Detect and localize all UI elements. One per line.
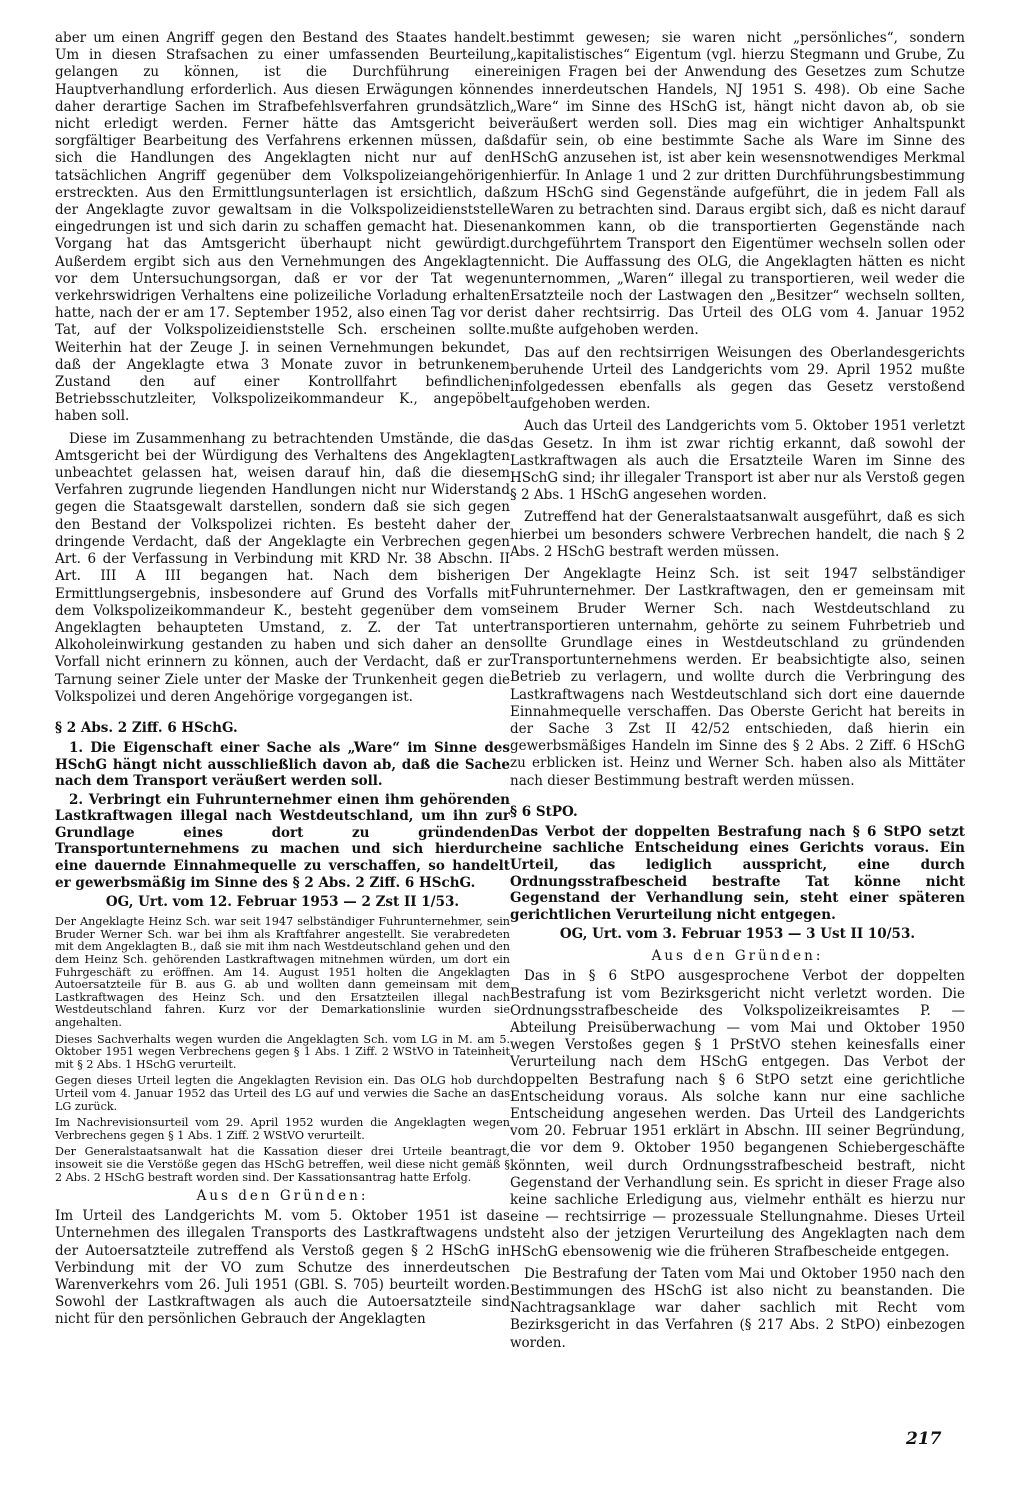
section-heading: § 2 Abs. 2 Ziff. 6 HSchG. xyxy=(55,719,238,736)
right-column xyxy=(510,30,965,1357)
paragraph: Die Bestrafung der Taten vom Mai und Oktober 1950 nach den Bestimmungen des HSchG ist also nicht zu beanstanden. Die Nachtragsanklage war daher sachlich mit Recht vom Bezirksgericht in das Verfahren (§ 217 Abs. 2 StPO) einbezogen worden. xyxy=(510,1265,965,1351)
facts-paragraph: Der Generalstaatsanwalt hat die Kassation dieser drei Urteile beantragt, insoweit sie die Verstöße gegen das HSchG betreffen, weil diese nicht gemäß § 2 Abs. 2 HSchG bestraft worden sind. Der Kassationsantrag hatte Erfolg. xyxy=(55,1145,510,1184)
paragraph: Zutreffend hat der Generalstaatsanwalt ausgeführt, daß es sich hierbei um besonders schwere Verbrechen handelt, die nach § 2 Abs. 2 HSchG bestraft werden müssen. xyxy=(510,509,965,560)
paragraph: Im Urteil des Landgerichts M. vom 5. Oktober 1951 ist das Unternehmen des illegalen Transports des Lastkraftwagens und der Autoersatzteile zutreffend als Verstoß gegen § 2 HSchG in Verbindung mit der VO zum Schutze des innerdeutschen Warenverkehrs vom 26. Juli 1951 (GBl. S. 705) beurteilt worden. Sowohl der Lastkraftwagen als auch die Autoersatzteile sind nicht für den persönlichen Gebrauch der Angeklagten xyxy=(55,1208,510,1328)
paragraph: Diese im Zusammenhang zu betrachtenden Umstände, die das Amtsgericht bei der Würdigung des Verhaltens des Angeklagten unbeachtet gelassen hat, weisen darauf hin, daß die diesem Verfahren zugrunde liegenden Handlungen nicht nur Widerstand gegen die Staatsgewalt darstellen, sondern daß sie sich gegen den Bestand der Volkspolizei richten. Es besteht daher der dringende Verdacht, daß der Angeklagte ein Verbrechen gegen Art. 6 der Verfassung in Verbindung mit KRD Nr. 38 Abschn. II Art. III A III begangen hat. Nach dem bisherigen Ermittlungsergebnis, insbesondere auf Grund des Vorfalls mit dem Volkspolizeikommandeur K., besteht gegenüber dem vom Angeklagten behaupteten Umstand, z. Z. der Tat unter Alkoholeinwirkung gestanden zu haben und sich daher an den Vorfall nicht erinnern zu können, auch der Verdacht, daß er zur Tarnung seiner Ziele unter der Maske der Trunkenheit gegen die Volkspolizei und deren Angehörige vorgegangen ist. xyxy=(55,430,510,705)
facts-paragraph: Der Angeklagte Heinz Sch. war seit 1947 selbständiger Fuhrunternehmer, sein Bruder Werner Sch. war bei ihm als Kraftfahrer angestellt. Sie verabredeten mit dem Angeklagten B., daß sie mit ihm nach Westdeutschland gehen und den dem Heinz Sch. gehörenden Lastkraftwagen mitnehmen würden, um dort ein Fuhrgeschäft zu eröffnen. Am 14. August 1951 holten die Angeklagten Autoersatzteile für B. aus G. ab und wollten dann gemeinsam mit dem Lastkraftwagen des Heinz Sch. und den Ersatzteilen illegal nach Westdeutschland fahren. Kurz vor der Demarkationslinie wurden sie angehalten. xyxy=(55,915,510,1030)
paragraph: Das auf den rechtsirrigen Weisungen des Oberlandesgerichts beruhende Urteil des Landgerichts vom 29. April 1952 mußte infolgedessen ebenfalls als gegen das Gesetz verstoßend aufgehoben werden. xyxy=(510,344,965,413)
page-number: 217 xyxy=(906,1429,942,1449)
paragraph: bestimmt gewesen; sie waren nicht „persönliches“, sondern „kapitalistisches“ Eigentum (vgl. hierzu Stegmann und Grube, Zu einigen Fragen bei der Anwendung des Gesetzes zum Schutze des innerdeutschen Handels, NJ 1951 S. 498). Ob eine Sache „Ware“ im Sinne des HSchG ist, hängt nicht davon ab, ob sie veräußert werden soll. Dies mag ein wichtiger Anhaltspunkt dafür sein, ob eine bestimmte Sache als Ware im Sinne des HSchG anzusehen ist, ist aber kein wesensnotwendiges Merkmal hierfür. In Anlage 1 und 2 zur dritten Durchführungsbestimmung zum HSchG sind Gegenstände aufgeführt, die in jedem Fall als Waren zu betrachten sind. Daraus ergibt sich, daß es nicht darauf ankommen kann, ob die transportierten Gegenstände nach durchgeführtem Transport den Eigentümer wechseln sollen oder nicht. Die Auffassung des OLG, die Angeklagten hätten es nicht unternommen, „Waren“ illegal zu transportieren, weil weder die Ersatzteile noch der Lastwagen den „Besitzer“ wechseln sollten, ist daher rechtsirrig. Das Urteil des OLG vom 4. Januar 1952 mußte aufgehoben werden. xyxy=(510,30,965,339)
paragraph: Das in § 6 StPO ausgesprochene Verbot der doppelten Bestrafung ist vom Bezirksgericht nicht verletzt worden. Die Ordnungsstrafbescheide des Volkspolizeikreisamtes P. — Abteilung Preisüberwachung — vom Mai und Oktober 1950 wegen Verstoßes gegen § 1 PrStVO stehen keinesfalls einer Verurteilung nach dem HSchG entgegen. Das Verbot der doppelten Bestrafung nach § 6 StPO setzt eine gerichtliche Entscheidung voraus. Als solche kann nur eine sachliche Entscheidung angesehen werden. Das Urteil des Landgerichts vom 20. Februar 1951 erklärt in Abschn. III seiner Begründung, die vor dem 9. Oktober 1950 begangenen Schiebergeschäfte könnten, weil durch Ordnungsstrafbescheid bestraft, nicht Gegenstand der Verhandlung sein. Es spricht in dieser Frage also keine sachliche Erledigung aus, vielmehr enthält es hierzu nur eine — rechtsirrige — prozessuale Stellungnahme. Dieses Urteil steht also der jetzigen Verurteilung des Angeklagten nach dem HSchG ebensowenig wie die früheren Strafbescheide entgegen. xyxy=(510,968,965,1260)
facts-paragraph: Gegen dieses Urteil legten die Angeklagten Revision ein. Das OLG hob durch Urteil vom 4. Januar 1952 das Urteil des LG auf und verwies die Sache an das LG zurück. xyxy=(55,1074,510,1113)
paragraph: Der Angeklagte Heinz Sch. ist seit 1947 selbständiger Fuhrunternehmer. Der Lastkraftwagen, den er gemeinsam mit seinem Bruder Werner Sch. nach Westdeutschland zu transportieren unternahm, gehörte zu seinem Fuhrbetrieb und sollte Grundlage eines in Westdeutschland zu gründenden Transportunternehmens werden. Er beabsichtigte also, seinen Betrieb zu verlagern, und wollte durch die Verbringung des Lastkraftwagens nach Westdeutschland sich dort eine dauernde Einnahmequelle verschaffen. Das Oberste Gericht hat bereits in der Sache 3 Zst II 42/52 entschieden, daß hierin ein gewerbsmäßiges Handeln im Sinne des § 2 Abs. 2 Ziff. 6 HSchG zu erblicken ist. Heinz und Werner Sch. haben also als Mittäter nach dieser Bestimmung bestraft werden müssen. xyxy=(510,566,965,789)
headnote: Das Verbot der doppelten Bestrafung nach § 6 StPO setzt eine sachliche Entscheidung eines Gerichts voraus. Ein Urteil, das lediglich ausspricht, eine durch Ordnungsstrafbescheid bestrafte Tat könne nicht Gegenstand der Verhandlung sein, steht einer späteren gerichtlichen Verurteilung nicht entgegen. xyxy=(510,823,965,923)
headnote: 2. Verbringt ein Fuhrunternehmer einen ihm gehörenden Lastkraftwagen illegal nach Westdeutschland, um ihn zur Grundlage eines dort zu gründenden Transportunternehmens zu machen und sich hierdurch eine dauernde Einnahmequelle zu verschaffen, so handelt er gewerbsmäßig im Sinne des § 2 Abs. 2 Ziff. 6 HSchG. xyxy=(55,791,510,891)
headnote: 1. Die Eigenschaft einer Sache als „Ware“ im Sinne des HSchG hängt nicht ausschließlich davon ab, daß die Sache nach dem Transport veräußert werden soll. xyxy=(55,739,510,790)
section-heading: § 6 StPO. xyxy=(510,803,578,820)
citation: OG, Urt. vom 12. Februar 1953 — 2 Zst II 1/53. xyxy=(105,894,460,911)
paragraph: aber um einen Angriff gegen den Bestand des Staates handelt. Um in diesen Strafsachen zu einer umfassenden Beurteilung gelangen zu können, ist die Durchführung einer Hauptverhandlung erforderlich. Aus diesen Erwägungen können daher derartige Sachen im Strafbefehlsverfahren grundsätzlich nicht erledigt werden. Ferner hätte das Amtsgericht bei sorgfältiger Bearbeitung des Verfahrens erkennen müssen, daß sich die Handlungen des Angeklagten nicht nur auf den tatsächlichen Angriff gegenüber dem Volkspolizeiangehörigen erstreckten. Aus den Ermittlungsunterlagen ist ersichtlich, daß der Angeklagte zuvor gewaltsam in die Volkspolizeidienststelle eingedrungen ist und sich darin zu schaffen gemacht hat. Diesen Vorgang hat das Amtsgericht überhaupt nicht gewürdigt. Außerdem ergibt sich aus den Vernehmungen des Angeklagten vor dem Untersuchungsorgan, daß er vor der Tat wegen verkehrswidrigen Verhaltens eine polizeiliche Vorladung erhalten hatte, nach der er am 17. September 1952, also einen Tag vor der Tat, auf der Volkspolizeidienststelle Sch. erscheinen sollte. Weiterhin hat der Zeuge J. in seinen Vernehmungen bekundet, daß der Angeklagte etwa 3 Monate zuvor in betrunkenem Zustand den auf einer Kontrollfahrt befindlichen Betriebsschutzleiter, Volkspolizeikommandeur K., angepöbelt haben soll. xyxy=(55,30,510,425)
left-column xyxy=(55,30,510,1334)
citation: OG, Urt. vom 3. Februar 1953 — 3 Ust II 10/53. xyxy=(559,926,916,943)
reasons-heading: Aus den Gründen: xyxy=(196,1188,369,1205)
reasons-heading: Aus den Gründen: xyxy=(651,948,824,965)
facts-paragraph: Dieses Sachverhalts wegen wurden die Angeklagten Sch. vom LG in M. am 5. Oktober 1951 wegen Verbrechens gegen § 1 Abs. 1 Ziff. 2 WStVO in Tateinheit mit § 2 Abs. 1 HSchG verurteilt. xyxy=(55,1032,510,1071)
facts-paragraph: Im Nachrevisionsurteil vom 29. April 1952 wurden die Angeklagten wegen Verbrechens gegen § 1 Abs. 1 Ziff. 2 WStVO verurteilt. xyxy=(55,1116,510,1142)
paragraph: Auch das Urteil des Landgerichts vom 5. Oktober 1951 verletzt das Gesetz. In ihm ist zwar richtig erkannt, daß sowohl der Lastkraftwagen als auch die Ersatzteile Waren im Sinne des HSchG sind; ihr illegaler Transport ist aber nur als Verstoß gegen § 2 Abs. 1 HSchG angesehen worden. xyxy=(510,418,965,504)
